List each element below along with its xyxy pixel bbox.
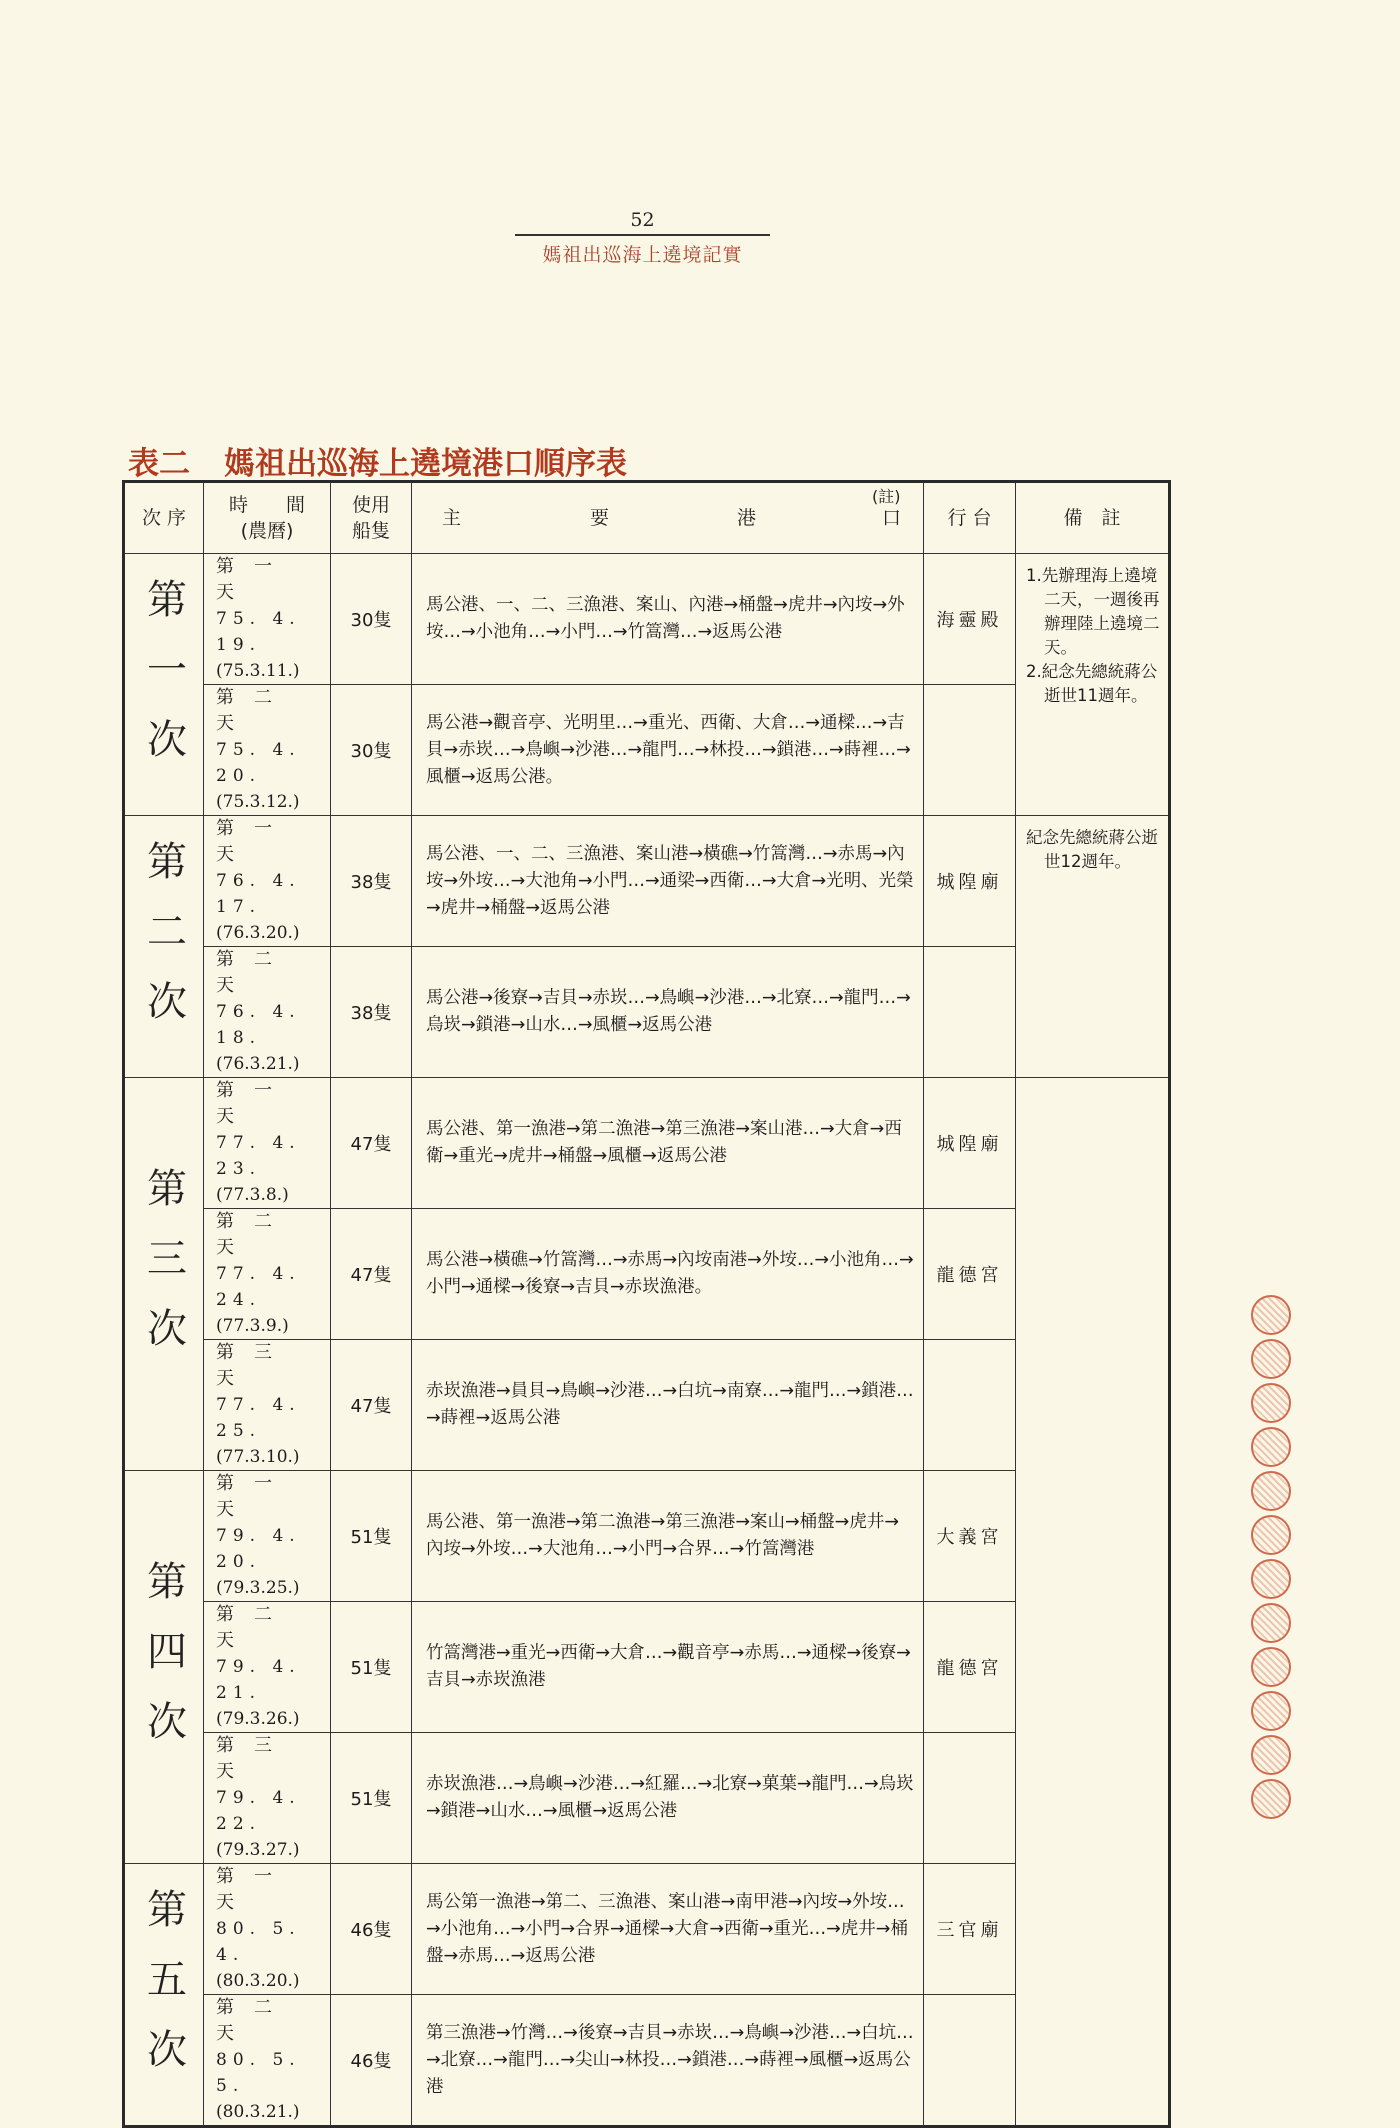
day-label: 第一天 xyxy=(216,818,292,865)
remark-line: 2.紀念先總統蔣公逝世11週年。 xyxy=(1026,662,1158,705)
col-boats-1: 使用 xyxy=(351,494,390,516)
seal-strip xyxy=(1250,1295,1292,1823)
date-lunar: (76.3.20.) xyxy=(216,923,300,943)
round-cell xyxy=(124,816,204,1078)
temple-cell: 海靈殿 xyxy=(924,554,1016,685)
col-time-sub: (農曆) xyxy=(240,520,294,542)
day-label: 第一天 xyxy=(216,556,292,603)
table-caption xyxy=(128,438,627,482)
date-new: 77. 4. 25. xyxy=(216,1395,301,1441)
table-row xyxy=(124,1209,1170,1340)
seal-stamp xyxy=(1251,1427,1291,1467)
col-time-main: 時 間 xyxy=(228,494,305,516)
date-new: 79. 4. 20. xyxy=(216,1526,301,1572)
table-number: 表二 xyxy=(128,446,190,482)
day-label: 第一天 xyxy=(216,1473,292,1520)
table-row xyxy=(124,1864,1170,1995)
table-body xyxy=(124,554,1170,2127)
temple-cell xyxy=(924,1340,1016,1471)
round-label: 第二次 xyxy=(140,839,187,1050)
route-cell: 馬公港、第一漁港→第二漁港→第三漁港→案山港…→大倉→西衛→重光→虎井→桶盤→風櫃→返馬公港 xyxy=(412,1078,924,1209)
day-cell xyxy=(204,1078,331,1209)
day-label: 第三天 xyxy=(216,1342,292,1389)
route-cell: 赤崁漁港→員貝→鳥嶼→沙港…→白坑→南寮…→龍門…→鎖港…→蒔裡→返馬公港 xyxy=(412,1340,924,1471)
boats-cell: 47隻 xyxy=(331,1340,412,1471)
date-lunar: (75.3.11.) xyxy=(216,661,300,681)
col-route-d: 口 xyxy=(882,507,902,529)
round-cell xyxy=(124,1471,204,1864)
seal-stamp xyxy=(1251,1691,1291,1731)
round-label: 第三次 xyxy=(140,1167,187,1377)
col-route-b: 要 xyxy=(590,507,610,529)
table-row xyxy=(124,1733,1170,1864)
table-row xyxy=(124,554,1170,685)
boats-cell: 46隻 xyxy=(331,1864,412,1995)
boats-cell: 30隻 xyxy=(331,685,412,816)
page-number: 52 xyxy=(630,209,655,231)
round-cell xyxy=(124,554,204,816)
boats-cell: 51隻 xyxy=(331,1602,412,1733)
date-new: 75. 4. 20. xyxy=(216,740,301,786)
boats-cell: 47隻 xyxy=(331,1209,412,1340)
boats-cell: 51隻 xyxy=(331,1471,412,1602)
day-cell xyxy=(204,685,331,816)
seal-stamp xyxy=(1251,1295,1291,1335)
date-lunar: (79.3.27.) xyxy=(216,1840,300,1860)
temple-cell xyxy=(924,1995,1016,2127)
day-cell xyxy=(204,1864,331,1995)
day-label: 第二天 xyxy=(216,1604,292,1651)
seal-stamp xyxy=(1251,1471,1291,1511)
col-route-a: 主 xyxy=(442,507,462,529)
seal-stamp xyxy=(1251,1647,1291,1687)
round-label: 第五次 xyxy=(140,1887,187,2098)
date-new: 80. 5. 4. xyxy=(216,1919,301,1965)
date-new: 79. 4. 21. xyxy=(216,1657,301,1703)
day-label: 第一天 xyxy=(216,1866,292,1913)
table-row xyxy=(124,947,1170,1078)
boats-cell: 47隻 xyxy=(331,1078,412,1209)
col-route-note: (註) xyxy=(872,487,901,506)
round-label: 第四次 xyxy=(140,1560,187,1770)
table-row xyxy=(124,1340,1170,1471)
day-cell xyxy=(204,554,331,685)
route-cell: 馬公港、一、二、三漁港、案山港→橫礁→竹篙灣…→赤馬→內垵→外垵…→大池角→小門…→通梁→西衛…→大倉→光明、光榮→虎井→桶盤→返馬公港 xyxy=(412,816,924,947)
boats-cell: 38隻 xyxy=(331,816,412,947)
day-label: 第二天 xyxy=(216,1997,292,2044)
date-new: 79. 4. 22. xyxy=(216,1788,301,1834)
temple-cell: 龍德宮 xyxy=(924,1209,1016,1340)
date-lunar: (77.3.10.) xyxy=(216,1447,300,1467)
seal-stamp xyxy=(1251,1515,1291,1555)
header-rule xyxy=(515,234,770,236)
port-order-table xyxy=(122,480,1171,2128)
day-label: 第三天 xyxy=(216,1735,292,1782)
day-cell xyxy=(204,947,331,1078)
temple-cell: 大義宮 xyxy=(924,1471,1016,1602)
route-cell: 馬公港、一、二、三漁港、案山、內港→桶盤→虎井→內垵→外垵…→小池角…→小門…→竹篙灣…→返馬公港 xyxy=(412,554,924,685)
table-row xyxy=(124,685,1170,816)
table-row xyxy=(124,816,1170,947)
date-lunar: (77.3.8.) xyxy=(216,1185,289,1205)
table-row xyxy=(124,1995,1170,2127)
temple-cell: 龍德宮 xyxy=(924,1602,1016,1733)
temple-cell: 城隍廟 xyxy=(924,816,1016,947)
seal-stamp xyxy=(1251,1603,1291,1643)
date-new: 76. 4. 17. xyxy=(216,871,301,917)
temple-cell: 三官廟 xyxy=(924,1864,1016,1995)
col-route xyxy=(412,482,924,554)
col-round: 次 序 xyxy=(124,482,204,554)
temple-cell xyxy=(924,685,1016,816)
remarks-cell xyxy=(1016,816,1170,1078)
day-cell xyxy=(204,1995,331,2127)
date-lunar: (77.3.9.) xyxy=(216,1316,289,1336)
date-new: 76. 4. 18. xyxy=(216,1002,301,1048)
col-route-c: 港 xyxy=(737,507,757,529)
boats-cell: 46隻 xyxy=(331,1995,412,2127)
table-header-row xyxy=(124,482,1170,554)
seal-stamp xyxy=(1251,1339,1291,1379)
table-row xyxy=(124,1602,1170,1733)
table-row xyxy=(124,1078,1170,1209)
remarks-cell xyxy=(1016,554,1170,816)
col-remarks: 備 註 xyxy=(1016,482,1170,554)
col-boats xyxy=(331,482,412,554)
route-cell: 馬公港、第一漁港→第二漁港→第三漁港→案山→桶盤→虎井→內垵→外垵…→大池角…→小門→合界…→竹篙灣港 xyxy=(412,1471,924,1602)
date-lunar: (79.3.26.) xyxy=(216,1709,300,1729)
route-cell: 馬公第一漁港→第二、三漁港、案山港→南甲港→內垵→外垵…→小池角…→小門→合界→通樑→大倉→西衛→重光…→虎井→桶盤→赤馬…→返馬公港 xyxy=(412,1864,924,1995)
col-time xyxy=(204,482,331,554)
temple-cell xyxy=(924,1733,1016,1864)
day-cell xyxy=(204,1602,331,1733)
boats-cell: 30隻 xyxy=(331,554,412,685)
route-cell: 馬公港→觀音亭、光明里…→重光、西衛、大倉…→通樑…→吉貝→赤崁…→鳥嶼→沙港…→龍門…→林投…→鎖港…→蒔裡…→風櫃→返馬公港。 xyxy=(412,685,924,816)
seal-stamp xyxy=(1251,1779,1291,1819)
temple-cell: 城隍廟 xyxy=(924,1078,1016,1209)
page-header xyxy=(515,208,770,267)
route-cell: 赤崁漁港…→鳥嶼→沙港…→紅羅…→北寮→菓葉→龍門…→烏崁→鎖港→山水…→風櫃→返馬公港 xyxy=(412,1733,924,1864)
day-label: 第二天 xyxy=(216,687,292,734)
date-new: 75. 4. 19. xyxy=(216,609,301,655)
seal-stamp xyxy=(1251,1735,1291,1775)
seal-stamp xyxy=(1251,1383,1291,1423)
day-label: 第二天 xyxy=(216,949,292,996)
date-new: 77. 4. 24. xyxy=(216,1264,301,1310)
boats-cell: 51隻 xyxy=(331,1733,412,1864)
date-lunar: (80.3.20.) xyxy=(216,1971,300,1991)
col-boats-2: 船隻 xyxy=(351,520,390,542)
date-lunar: (75.3.12.) xyxy=(216,792,300,812)
day-cell xyxy=(204,1733,331,1864)
remarks-cell xyxy=(1016,1078,1170,2127)
date-new: 77. 4. 23. xyxy=(216,1133,301,1179)
book-title: 媽祖出巡海上遶境記實 xyxy=(542,244,743,266)
day-cell xyxy=(204,1471,331,1602)
day-cell xyxy=(204,816,331,947)
round-cell xyxy=(124,1864,204,2127)
day-cell xyxy=(204,1209,331,1340)
seal-stamp xyxy=(1251,1559,1291,1599)
day-cell xyxy=(204,1340,331,1471)
table-row xyxy=(124,1471,1170,1602)
col-temple: 行 台 xyxy=(924,482,1016,554)
day-label: 第一天 xyxy=(216,1080,292,1127)
route-cell: 馬公港→橫礁→竹篙灣…→赤馬→內垵南港→外垵…→小池角…→小門→通樑→後寮→吉貝→赤崁漁港。 xyxy=(412,1209,924,1340)
route-cell: 竹篙灣港→重光→西衛→大倉…→觀音亭→赤馬…→通樑→後寮→吉貝→赤崁漁港 xyxy=(412,1602,924,1733)
round-label: 第一次 xyxy=(140,577,187,788)
round-cell xyxy=(124,1078,204,1471)
table-title: 媽祖出巡海上遶境港口順序表 xyxy=(224,446,627,482)
remark-line: 紀念先總統蔣公逝世12週年。 xyxy=(1026,828,1158,871)
date-new: 80. 5. 5. xyxy=(216,2050,301,2096)
day-label: 第二天 xyxy=(216,1211,292,1258)
date-lunar: (79.3.25.) xyxy=(216,1578,300,1598)
date-lunar: (80.3.21.) xyxy=(216,2102,300,2122)
route-cell: 第三漁港→竹灣…→後寮→吉貝→赤崁…→鳥嶼→沙港…→白坑…→北寮…→龍門…→尖山→林投…→鎖港…→蒔裡→風櫃→返馬公港 xyxy=(412,1995,924,2127)
temple-cell xyxy=(924,947,1016,1078)
date-lunar: (76.3.21.) xyxy=(216,1054,300,1074)
remark-line: 1.先辦理海上遶境二天，一週後再辦理陸上遶境二天。 xyxy=(1026,566,1160,657)
boats-cell: 38隻 xyxy=(331,947,412,1078)
route-cell: 馬公港→後寮→吉貝→赤崁…→鳥嶼→沙港…→北寮…→龍門…→烏崁→鎖港→山水…→風櫃→返馬公港 xyxy=(412,947,924,1078)
